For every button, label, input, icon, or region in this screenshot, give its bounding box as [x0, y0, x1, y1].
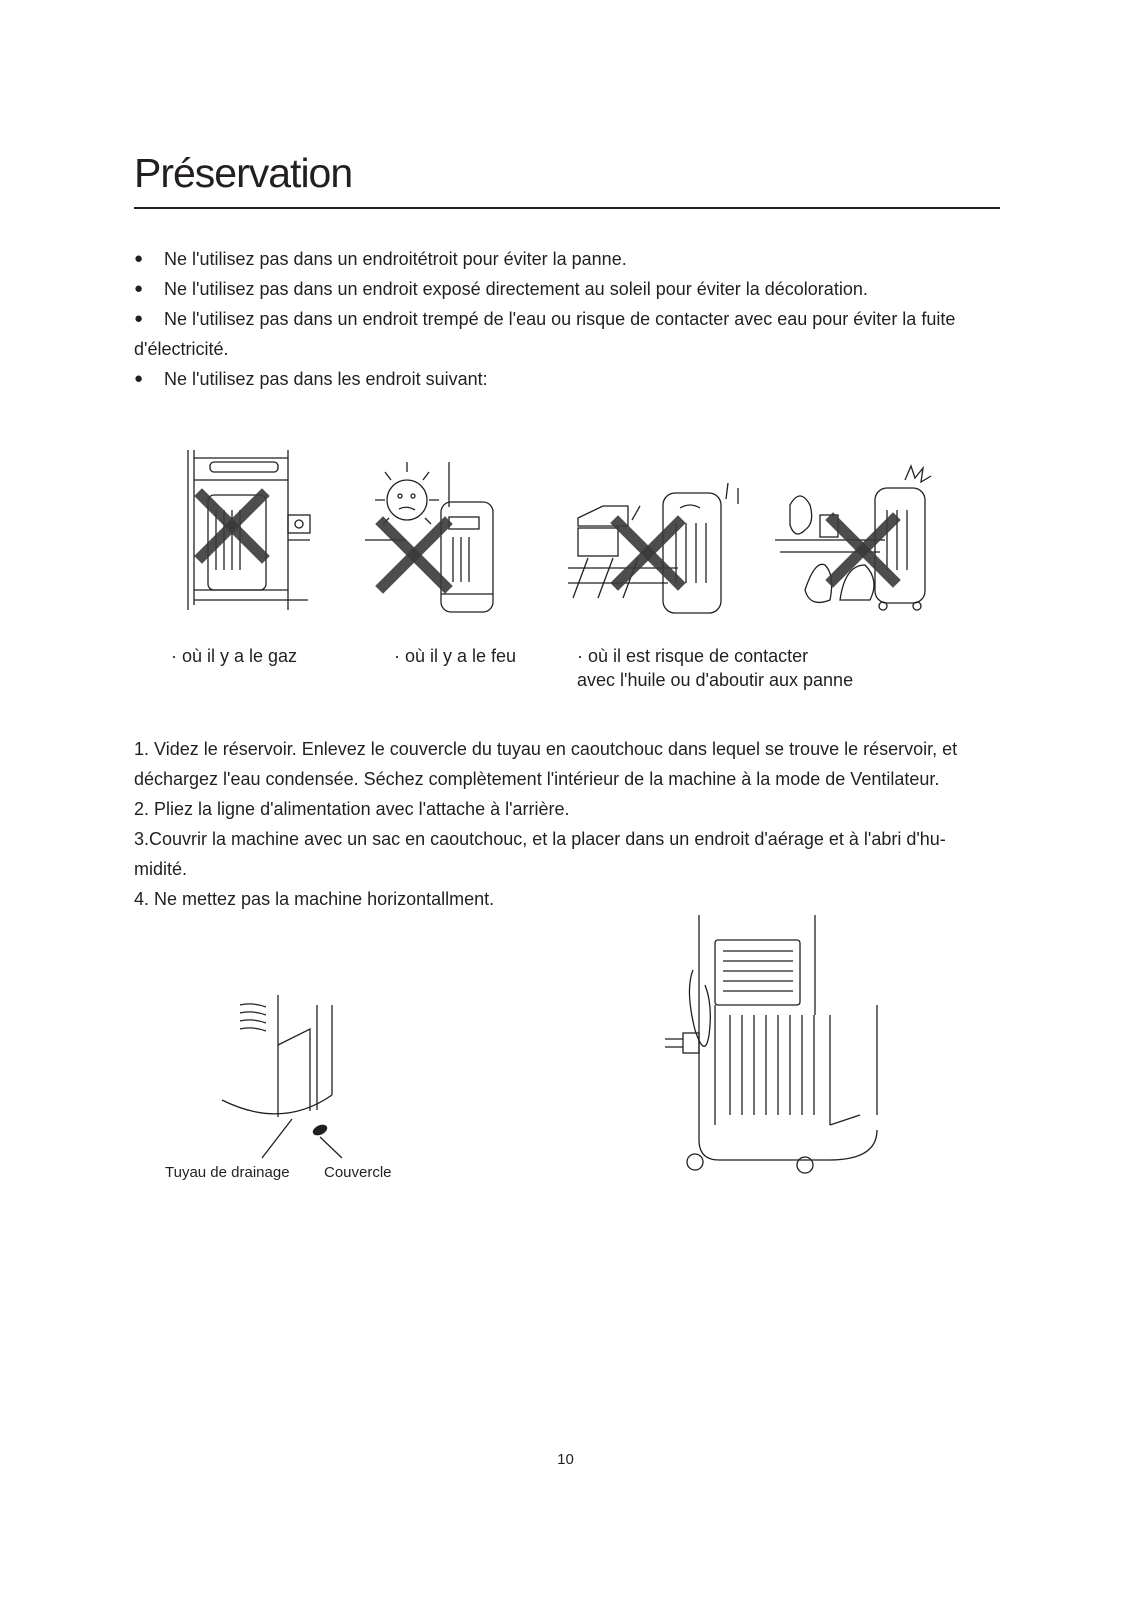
step-line: 3.Couvrir la machine avec un sac en caoutchouc, et la placer dans un endroit d'aérage et à l'abri d'hu-: [134, 829, 946, 849]
page-number: 10: [557, 1451, 574, 1468]
iron-location-illustration: [775, 480, 965, 650]
caption-oil-line-2: avec l'huile ou d'aboutir aux panne: [577, 670, 854, 690]
drainage-illustration: [222, 995, 382, 1175]
list-item: [134, 364, 1004, 394]
bullet-icon: ●: [134, 370, 144, 387]
unit-rear-view-illustration: [675, 915, 905, 1195]
storage-steps: [134, 734, 1009, 914]
list-item: [134, 304, 1004, 334]
oil-location-illustration: [568, 488, 768, 658]
list-item-text: Ne l'utilisez pas dans un endroit trempé de l'eau ou risque de contacter avec eau pour éviter la fuite: [164, 309, 956, 329]
fire-location-illustration: [365, 462, 505, 632]
list-item-continuation: d'électricité.: [134, 339, 229, 359]
bullet-icon: ●: [134, 310, 144, 327]
label-drain-pipe: Tuyau de drainage: [165, 1164, 290, 1181]
list-item-text: Ne l'utilisez pas dans les endroit suivant:: [164, 369, 488, 389]
caption-gas: · où il y a le gaz: [171, 646, 298, 666]
list-item: [134, 274, 1004, 304]
bullet-icon: ●: [134, 250, 144, 267]
step-line: 4. Ne mettez pas la machine horizontallment.: [134, 889, 495, 909]
list-item-text: Ne l'utilisez pas dans un endroitétroit pour éviter la panne.: [164, 249, 627, 269]
label-cover: Couvercle: [324, 1164, 392, 1181]
step-line: 1. Videz le réservoir. Enlevez le couvercle du tuyau en caoutchouc dans lequel se trouve le réservoir, et: [134, 739, 958, 759]
bullet-icon: ●: [134, 280, 144, 297]
step-line: 2. Pliez la ligne d'alimentation avec l'attache à l'arrière.: [134, 799, 570, 819]
step-line: déchargez l'eau condensée. Séchez complètement l'intérieur de la machine à la mode de Ventilateur.: [134, 769, 940, 789]
step-line: midité.: [134, 859, 188, 879]
warning-list: [134, 244, 1004, 394]
list-item-text: Ne l'utilisez pas dans un endroit exposé directement au soleil pour éviter la décoloration.: [164, 279, 868, 299]
title-underline: [134, 207, 1000, 209]
caption-fire: · où il y a le feu: [394, 646, 517, 666]
caption-oil-line-1: · où il est risque de contacter: [577, 646, 809, 666]
page-title: Préservation: [134, 150, 353, 196]
gas-location-illustration: [188, 450, 318, 620]
list-item: [134, 244, 1004, 274]
